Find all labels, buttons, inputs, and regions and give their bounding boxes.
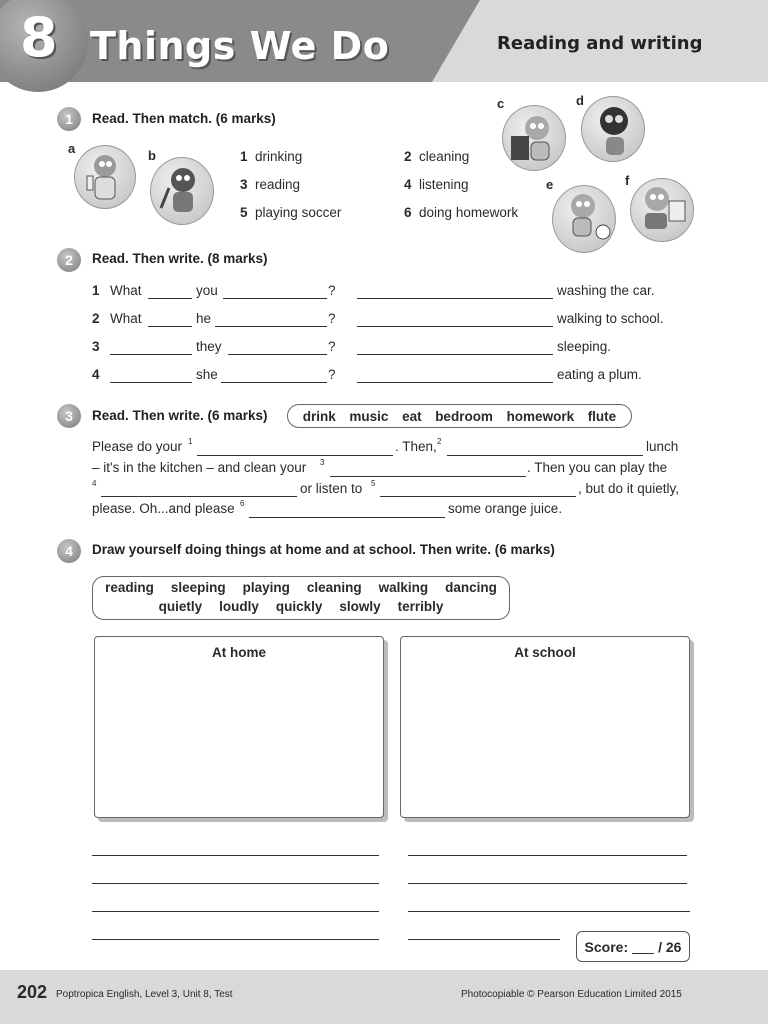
word-bank-item: reading <box>105 580 154 595</box>
word-bank-item: terribly <box>397 599 444 614</box>
drawing-box-home[interactable] <box>94 636 384 818</box>
question-mark: ? <box>328 339 336 354</box>
answer-ending: walking to school. <box>557 311 664 326</box>
question-mark: ? <box>328 283 336 298</box>
boy-drinking-icon <box>74 145 136 209</box>
gap-number: 3 <box>320 458 325 467</box>
gap-number: 5 <box>371 479 376 488</box>
exercise-3-instruction: Read. Then write. (6 marks) <box>92 408 268 423</box>
picture-c-letter: c <box>497 96 505 111</box>
gap-number: 4 <box>92 479 97 488</box>
answer-ending: sleeping. <box>557 339 612 354</box>
answer-line[interactable] <box>357 298 553 299</box>
writing-line[interactable] <box>408 883 687 884</box>
word-bank-item: quietly <box>158 599 203 614</box>
gap-line[interactable] <box>447 455 643 456</box>
question-number: 4 <box>92 367 100 382</box>
match-item-6: 6 doing homework <box>404 205 519 220</box>
question-number: 3 <box>92 339 100 354</box>
word-bank-item: music <box>349 408 389 424</box>
paragraph-text: . Then you can play the <box>527 460 668 475</box>
match-item-5: 5 playing soccer <box>240 205 342 220</box>
picture-a-letter: a <box>68 141 76 156</box>
drawing-box-school[interactable] <box>400 636 690 818</box>
match-item-4: 4 listening <box>404 177 469 192</box>
gap-number: 2 <box>437 437 442 446</box>
question-word: you <box>196 283 218 298</box>
exercise-2-instruction: Read. Then write. (8 marks) <box>92 251 268 266</box>
answer-ending: washing the car. <box>557 283 655 298</box>
gap-line[interactable] <box>101 496 297 497</box>
question-word: What <box>110 311 142 326</box>
answer-line[interactable] <box>215 326 327 327</box>
bug-reading-icon <box>502 105 566 171</box>
answer-line[interactable] <box>148 326 192 327</box>
picture-d-letter: d <box>576 93 584 108</box>
word-bank-item: sleeping <box>170 580 226 595</box>
copyright-notice: Photocopiable © Pearson Education Limited 2015 <box>461 989 682 1000</box>
paragraph-text: . Then, <box>395 439 437 454</box>
answer-line[interactable] <box>357 326 553 327</box>
writing-line[interactable] <box>408 911 690 912</box>
word-bank-item: eat <box>402 408 422 424</box>
writing-line[interactable] <box>92 911 379 912</box>
answer-line[interactable] <box>223 298 327 299</box>
word-bank-item: bedroom <box>435 408 493 424</box>
word-bank-item: dancing <box>445 580 497 595</box>
picture-f-letter: f <box>625 173 630 188</box>
question-mark: ? <box>328 367 336 382</box>
question-mark: ? <box>328 311 336 326</box>
question-word: they <box>196 339 222 354</box>
match-item-1: 1 drinking <box>240 149 303 164</box>
gap-number: 6 <box>240 499 245 508</box>
exercise-3-number: 3 <box>57 404 81 428</box>
writing-line[interactable] <box>408 939 560 940</box>
picture-b-letter: b <box>148 148 156 163</box>
score-label: Score: <box>584 938 629 955</box>
word-bank-item: loudly <box>219 599 259 614</box>
answer-line[interactable] <box>110 382 192 383</box>
exercise-1-number: 1 <box>57 107 81 131</box>
answer-line[interactable] <box>221 382 327 383</box>
word-bank-item: flute <box>587 408 617 424</box>
score-total: / 26 <box>658 938 682 955</box>
answer-line[interactable] <box>148 298 192 299</box>
book-reference: Poptropica English, Level 3, Unit 8, Test <box>56 989 233 1000</box>
answer-line[interactable] <box>228 354 327 355</box>
gap-line[interactable] <box>380 496 576 497</box>
word-bank-item: playing <box>242 580 290 595</box>
gap-line[interactable] <box>197 455 393 456</box>
score-box <box>576 931 690 962</box>
question-word: What <box>110 283 142 298</box>
answer-line[interactable] <box>110 354 192 355</box>
answer-ending: eating a plum. <box>557 367 642 382</box>
paragraph-text: lunch <box>646 439 679 454</box>
gap-line[interactable] <box>249 517 445 518</box>
drawing-box-label: At home <box>212 645 266 660</box>
question-word: he <box>196 311 212 326</box>
answer-line[interactable] <box>357 354 553 355</box>
girl-cleaning-icon <box>150 157 214 225</box>
writing-line[interactable] <box>408 855 687 856</box>
paragraph-text: or listen to <box>300 481 363 496</box>
exercise-2-number: 2 <box>57 248 81 272</box>
paragraph-text: , but do it quietly, <box>578 481 680 496</box>
exercise-4-instruction: Draw yourself doing things at home and at school. Then write. (6 marks) <box>92 542 555 557</box>
word-bank-row <box>93 580 509 595</box>
bug-soccer-icon <box>552 185 616 253</box>
gap-number: 1 <box>188 437 193 446</box>
match-item-2: 2 cleaning <box>404 149 470 164</box>
unit-title: Things We Do <box>90 24 390 68</box>
writing-line[interactable] <box>92 939 379 940</box>
match-item-3: 3 reading <box>240 177 301 192</box>
gap-line[interactable] <box>330 476 526 477</box>
question-word: she <box>196 367 218 382</box>
exercise-4-number: 4 <box>57 539 81 563</box>
exercise-1-instruction: Read. Then match. (6 marks) <box>92 111 276 126</box>
picture-e-letter: e <box>546 177 554 192</box>
word-bank-row <box>93 599 509 614</box>
answer-line[interactable] <box>357 382 553 383</box>
word-bank <box>92 576 510 620</box>
word-bank-item: homework <box>506 408 575 424</box>
score-field[interactable] <box>632 940 654 954</box>
section-label: Reading and writing <box>497 33 703 54</box>
drawing-box-label: At school <box>514 645 576 660</box>
girl-listening-icon <box>581 96 645 162</box>
paragraph-text: Please do your <box>92 439 183 454</box>
word-bank-item: quickly <box>275 599 323 614</box>
paragraph-text: – it's in the kitchen – and clean your <box>92 460 307 475</box>
writing-line[interactable] <box>92 855 379 856</box>
bug-homework-icon <box>630 178 694 242</box>
page-number: 202 <box>17 982 48 1002</box>
word-bank <box>287 404 632 428</box>
word-bank-item: slowly <box>339 599 381 614</box>
paragraph-text: some orange juice. <box>448 501 563 516</box>
question-number: 2 <box>92 311 100 326</box>
writing-line[interactable] <box>92 883 379 884</box>
unit-number: 8 <box>20 6 58 69</box>
word-bank-item: cleaning <box>306 580 362 595</box>
word-bank-item: walking <box>378 580 429 595</box>
question-number: 1 <box>92 283 100 298</box>
word-bank-item: drink <box>302 408 336 424</box>
paragraph-text: please. Oh...and please <box>92 501 235 516</box>
